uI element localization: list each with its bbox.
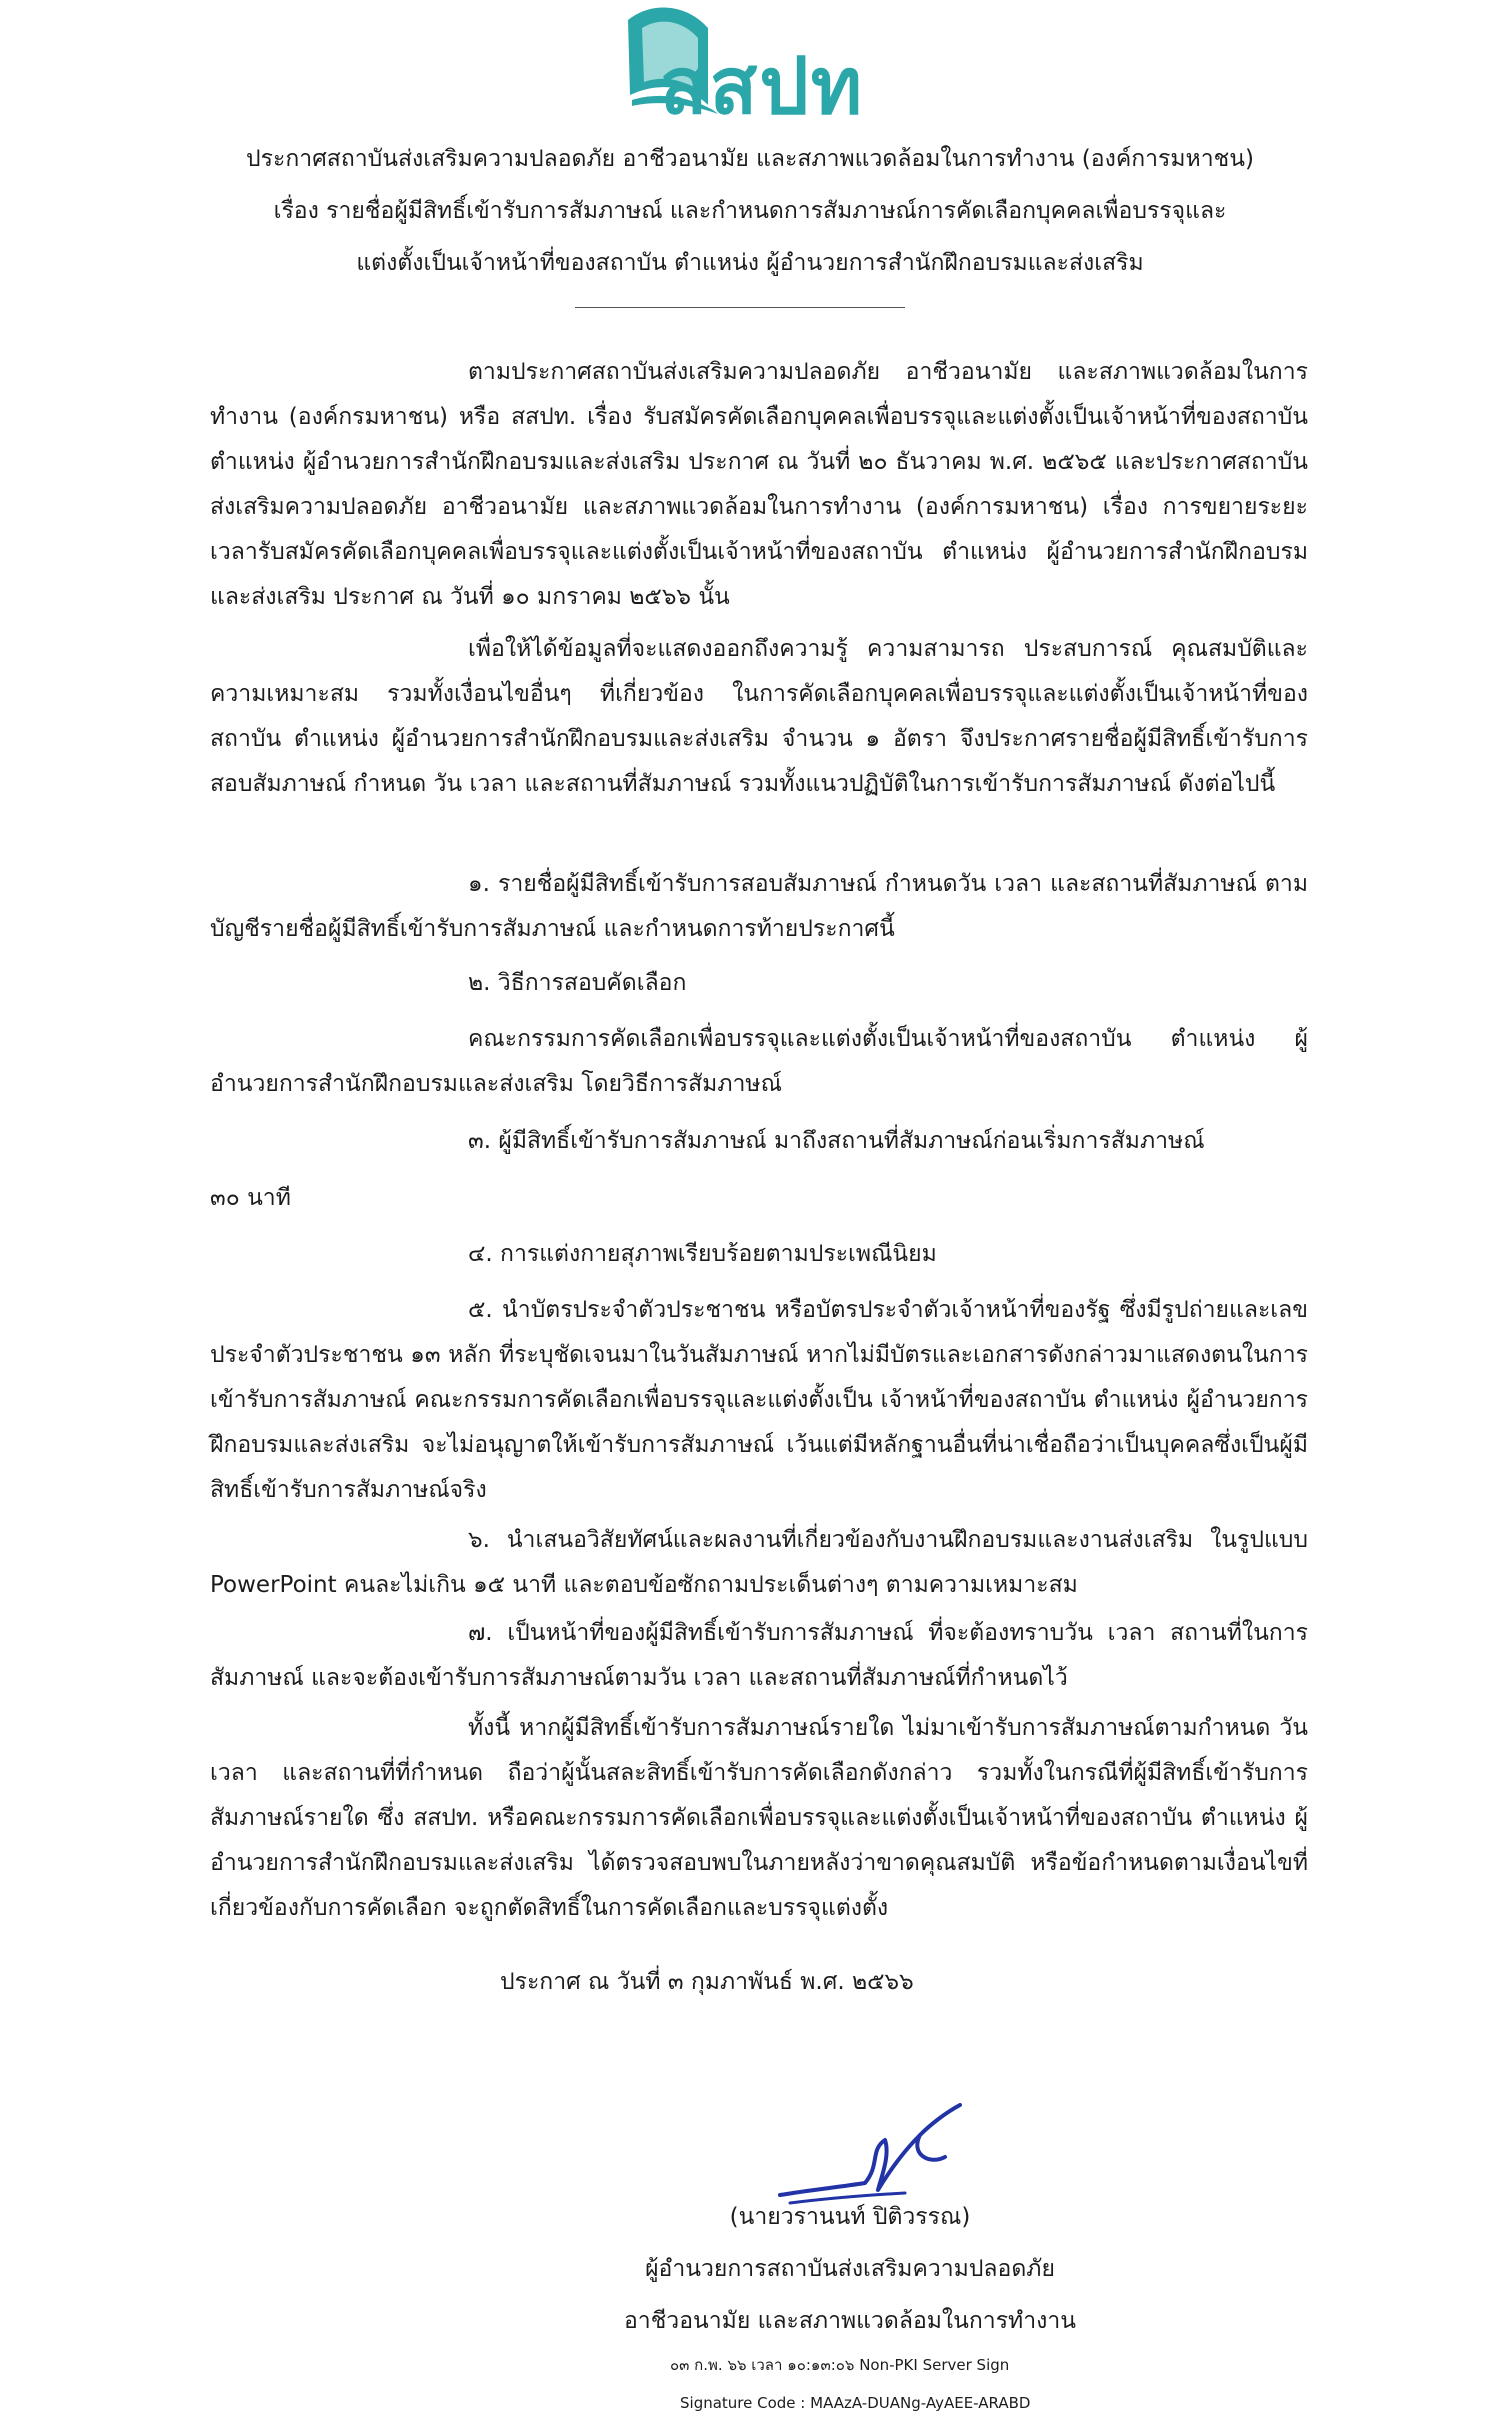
item-1-candidate-list: ๑. รายชื่อผู้มีสิทธิ์เข้ารับการสอบสัมภาษณ์ กำหนดวัน เวลา และสถานที่สัมภาษณ์ ตามบัญชีรายชื่อผู้มีสิทธิ์เข้ารับการสัมภาษณ์ และกำหนดการท้ายประกาศนี้ bbox=[210, 871, 1308, 942]
signature-code: Signature Code : MAAzA-DUANg-AyAEE-ARABD bbox=[680, 2394, 1031, 2412]
heading-divider bbox=[575, 307, 905, 308]
announcement-heading-line-3: แต่งตั้งเป็นเจ้าหน้าที่ของสถาบัน ตำแหน่ง ผู้อำนวยการสำนักฝึกอบรมและส่งเสริม bbox=[356, 250, 1144, 276]
item-5-identification: ๕. นำบัตรประจำตัวประชาชน หรือบัตรประจำตัวเจ้าหน้าที่ของรัฐ ซึ่งมีรูปถ่ายและเลขประจำตัวประชาชน ๑๓ หลัก ที่ระบุชัดเจนมาในวันสัมภาษณ์ หากไม่มีบัตรและเอกสารดังกล่าวมาแสดงตนในการเข้ารับการสัมภาษณ์ คณะกรรมการคัดเลือกเพื่อบรรจุและแต่งตั้งเป็น เจ้าหน้าที่ของสถาบัน ตำแหน่ง ผู้อำนวยการฝึกอบรมและส่งเสริม จะไม่อนุญาตให้เข้ารับการสัมภาษณ์ เว้นแต่มีหลักฐานอื่นที่น่าเชื่อถือว่าเป็นบุคคลซึ่งเป็นผู้มีสิทธิ์เข้ารับการสัมภาษณ์จริง bbox=[210, 1297, 1308, 1503]
announcement-date: ประกาศ ณ วันที่ ๓ กุมภาพันธ์ พ.ศ. ๒๕๖๖ bbox=[500, 1969, 914, 1995]
paragraph-reference: ตามประกาศสถาบันส่งเสริมความปลอดภัย อาชีวอนามัย และสภาพแวดล้อมในการทำงาน (องค์กรมหาชน) หรือ สสปท. เรื่อง รับสมัครคัดเลือกบุคคลเพื่อบรรจุและแต่งตั้งเป็นเจ้าหน้าที่ของสถาบัน ตำแหน่ง ผู้อำนวยการสำนักฝึกอบรมและส่งเสริม ประกาศ ณ วันที่ ๒๐ ธันวาคม พ.ศ. ๒๕๖๕ และประกาศสถาบันส่งเสริมความปลอดภัย อาชีวอนามัย และสภาพแวดล้อมในการทำงาน (องค์การมหาชน) เรื่อง การขยายระยะเวลารับสมัครคัดเลือกบุคคลเพื่อบรรจุและแต่งตั้งเป็นเจ้าหน้าที่ของสถาบัน ตำแหน่ง ผู้อำนวยการสำนักฝึกอบรมและส่งเสริม ประกาศ ณ วันที่ ๑๐ มกราคม ๒๕๖๖ นั้น bbox=[210, 359, 1308, 610]
handwritten-signature-icon bbox=[770, 2095, 980, 2215]
item-7-attendance-duty: ๗. เป็นหน้าที่ของผู้มีสิทธิ์เข้ารับการสัมภาษณ์ ที่จะต้องทราบวัน เวลา สถานที่ในการสัมภาษณ์ และจะต้องเข้ารับการสัมภาษณ์ตามวัน เวลา และสถานที่สัมภาษณ์ที่กำหนดไว้ bbox=[210, 1620, 1308, 1691]
logo-text: สสปท bbox=[660, 42, 865, 132]
signatory-title-line-2: อาชีวอนามัย และสภาพแวดล้อมในการทำงาน bbox=[623, 2308, 1077, 2334]
signatory-name: (นายวรานนท์ ปิติวรรณ) bbox=[729, 2204, 971, 2230]
item-4-dress-code: ๔. การแต่งกายสุภาพเรียบร้อยตามประเพณีนิยม bbox=[468, 1241, 937, 1267]
item-2-method-detail: คณะกรรมการคัดเลือกเพื่อบรรจุและแต่งตั้งเป็นเจ้าหน้าที่ของสถาบัน ตำแหน่ง ผู้อำนวยการสำนักฝึกอบรมและส่งเสริม โดยวิธีการสัมภาษณ์ bbox=[210, 1026, 1308, 1097]
item-2-selection-method: ๒. วิธีการสอบคัดเลือก bbox=[468, 970, 687, 996]
item-6-presentation: ๖. นำเสนอวิสัยทัศน์และผลงานที่เกี่ยวข้องกับงานฝึกอบรมและงานส่งเสริม ในรูปแบบ PowerPoint คนละไม่เกิน ๑๕ นาที และตอบข้อซักถามประเด็นต่างๆ ตามความเหมาะสม bbox=[210, 1527, 1308, 1598]
item-3-arrival-minutes: ๓๐ นาที bbox=[210, 1185, 291, 1211]
digital-sign-timestamp: ๐๓ ก.พ. ๖๖ เวลา ๑๐:๑๓:๐๖ Non-PKI Server Sign bbox=[670, 2356, 1010, 2374]
announcement-heading-line-2: เรื่อง รายชื่อผู้มีสิทธิ์เข้ารับการสัมภาษณ์ และกำหนดการสัมภาษณ์การคัดเลือกบุคคลเพื่อบรรจุและ bbox=[273, 198, 1227, 224]
signatory-title-line-1: ผู้อำนวยการสถาบันส่งเสริมความปลอดภัย bbox=[645, 2256, 1055, 2282]
paragraph-conditions: ทั้งนี้ หากผู้มีสิทธิ์เข้ารับการสัมภาษณ์รายใด ไม่มาเข้ารับการสัมภาษณ์ตามกำหนด วัน เวลา และสถานที่ที่กำหนด ถือว่าผู้นั้นสละสิทธิ์เข้ารับการคัดเลือกดังกล่าว รวมทั้งในกรณีที่ผู้มีสิทธิ์เข้ารับการสัมภาษณ์รายใด ซึ่ง สสปท. หรือคณะกรรมการคัดเลือกเพื่อบรรจุและแต่งตั้งเป็นเจ้าหน้าที่ของสถาบัน ตำแหน่ง ผู้อำนวยการสำนักฝึกอบรมและส่งเสริม ได้ตรวจสอบพบในภายหลังว่าขาดคุณสมบัติ หรือข้อกำหนดตามเงื่อนไขที่เกี่ยวข้องกับการคัดเลือก จะถูกตัดสิทธิ์ในการคัดเลือกและบรรจุแต่งตั้ง bbox=[210, 1715, 1308, 1921]
paragraph-purpose: เพื่อให้ได้ข้อมูลที่จะแสดงออกถึงความรู้ ความสามารถ ประสบการณ์ คุณสมบัติและความเหมาะสม รวมทั้งเงื่อนไขอื่นๆ ที่เกี่ยวข้อง ในการคัดเลือกบุคคลเพื่อบรรจุและแต่งตั้งเป็นเจ้าหน้าที่ของสถาบัน ตำแหน่ง ผู้อำนวยการสำนักฝึกอบรมและส่งเสริม จำนวน ๑ อัตรา จึงประกาศรายชื่อผู้มีสิทธิ์เข้ารับการสอบสัมภาษณ์ กำหนด วัน เวลา และสถานที่สัมภาษณ์ รวมทั้งแนวปฏิบัติในการเข้ารับการสัมภาษณ์ ดังต่อไปนี้ bbox=[210, 636, 1308, 797]
announcement-heading-line-1: ประกาศสถาบันส่งเสริมความปลอดภัย อาชีวอนามัย และสภาพแวดล้อมในการทำงาน (องค์การมหาชน) bbox=[246, 146, 1254, 172]
item-3-arrival-time: ๓. ผู้มีสิทธิ์เข้ารับการสัมภาษณ์ มาถึงสถานที่สัมภาษณ์ก่อนเริ่มการสัมภาษณ์ bbox=[468, 1128, 1205, 1154]
